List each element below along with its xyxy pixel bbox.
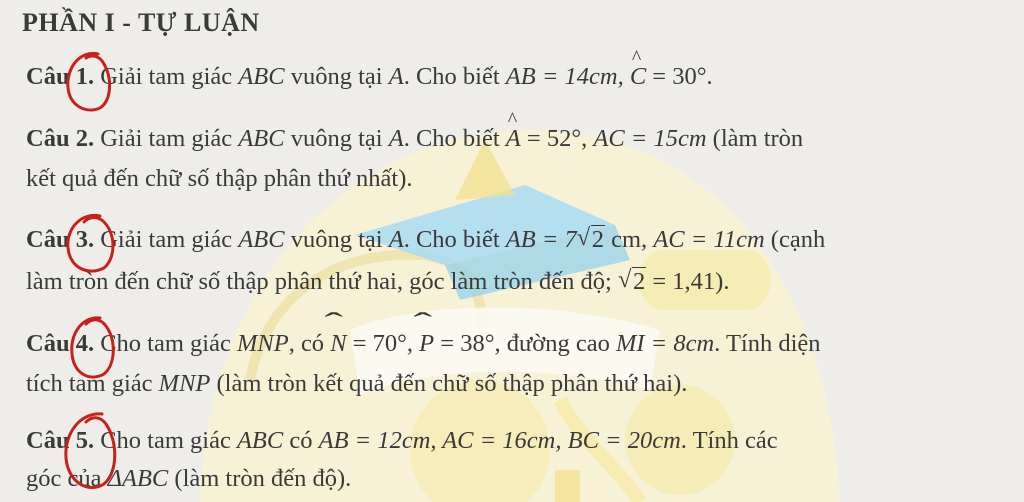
question-5: Câu 5. Cho tam giác ABC có AB = 12cm, AC = 16cm, BC = 20cm. Tính các <box>26 427 778 454</box>
section-heading: PHẦN I - TỰ LUẬN <box>22 8 260 37</box>
question-1: Câu 1. Giải tam giác ABC vuông tại A. Cho biết AB = 14cm, ^ C = 30°. <box>26 63 713 91</box>
question-3-line-2: làm tròn đến chữ số thập phân thứ hai, góc làm tròn đến độ; √ 2 = 1,41). <box>26 268 729 296</box>
question-label: Câu 1. <box>26 63 95 90</box>
question-label: Câu 3. <box>26 226 95 253</box>
question-4: Câu 4. Cho tam giác MNP, có ˆ N = 70°, ˆ P = 38°, đường cao MI = 8cm. Tính diện <box>26 330 821 358</box>
question-2-line-2: kết quả đến chữ số thập phân thứ nhất). <box>26 165 413 192</box>
question-label: Câu 2. <box>26 125 95 152</box>
question-label: Câu 5. <box>26 427 95 454</box>
question-2: Câu 2. Giải tam giác ABC vuông tại A. Cho biết ^ A = 52°, AC = 15cm (làm tròn <box>26 125 803 153</box>
sqrt-symbol: √ 2 <box>577 226 605 254</box>
sqrt-symbol: √ 2 <box>618 268 646 296</box>
question-label: Câu 4. <box>26 330 95 357</box>
question-5-line-2: góc của ΔABC (làm tròn đến độ). <box>26 465 352 492</box>
question-3: Câu 3. Giải tam giác ABC vuông tại A. Cho biết AB = 7√ 2 cm, AC = 11cm (cạnh <box>26 226 825 254</box>
question-4-line-2: tích tam giác MNP (làm tròn kết quả đến chữ số thập phân thứ hai). <box>26 370 688 397</box>
